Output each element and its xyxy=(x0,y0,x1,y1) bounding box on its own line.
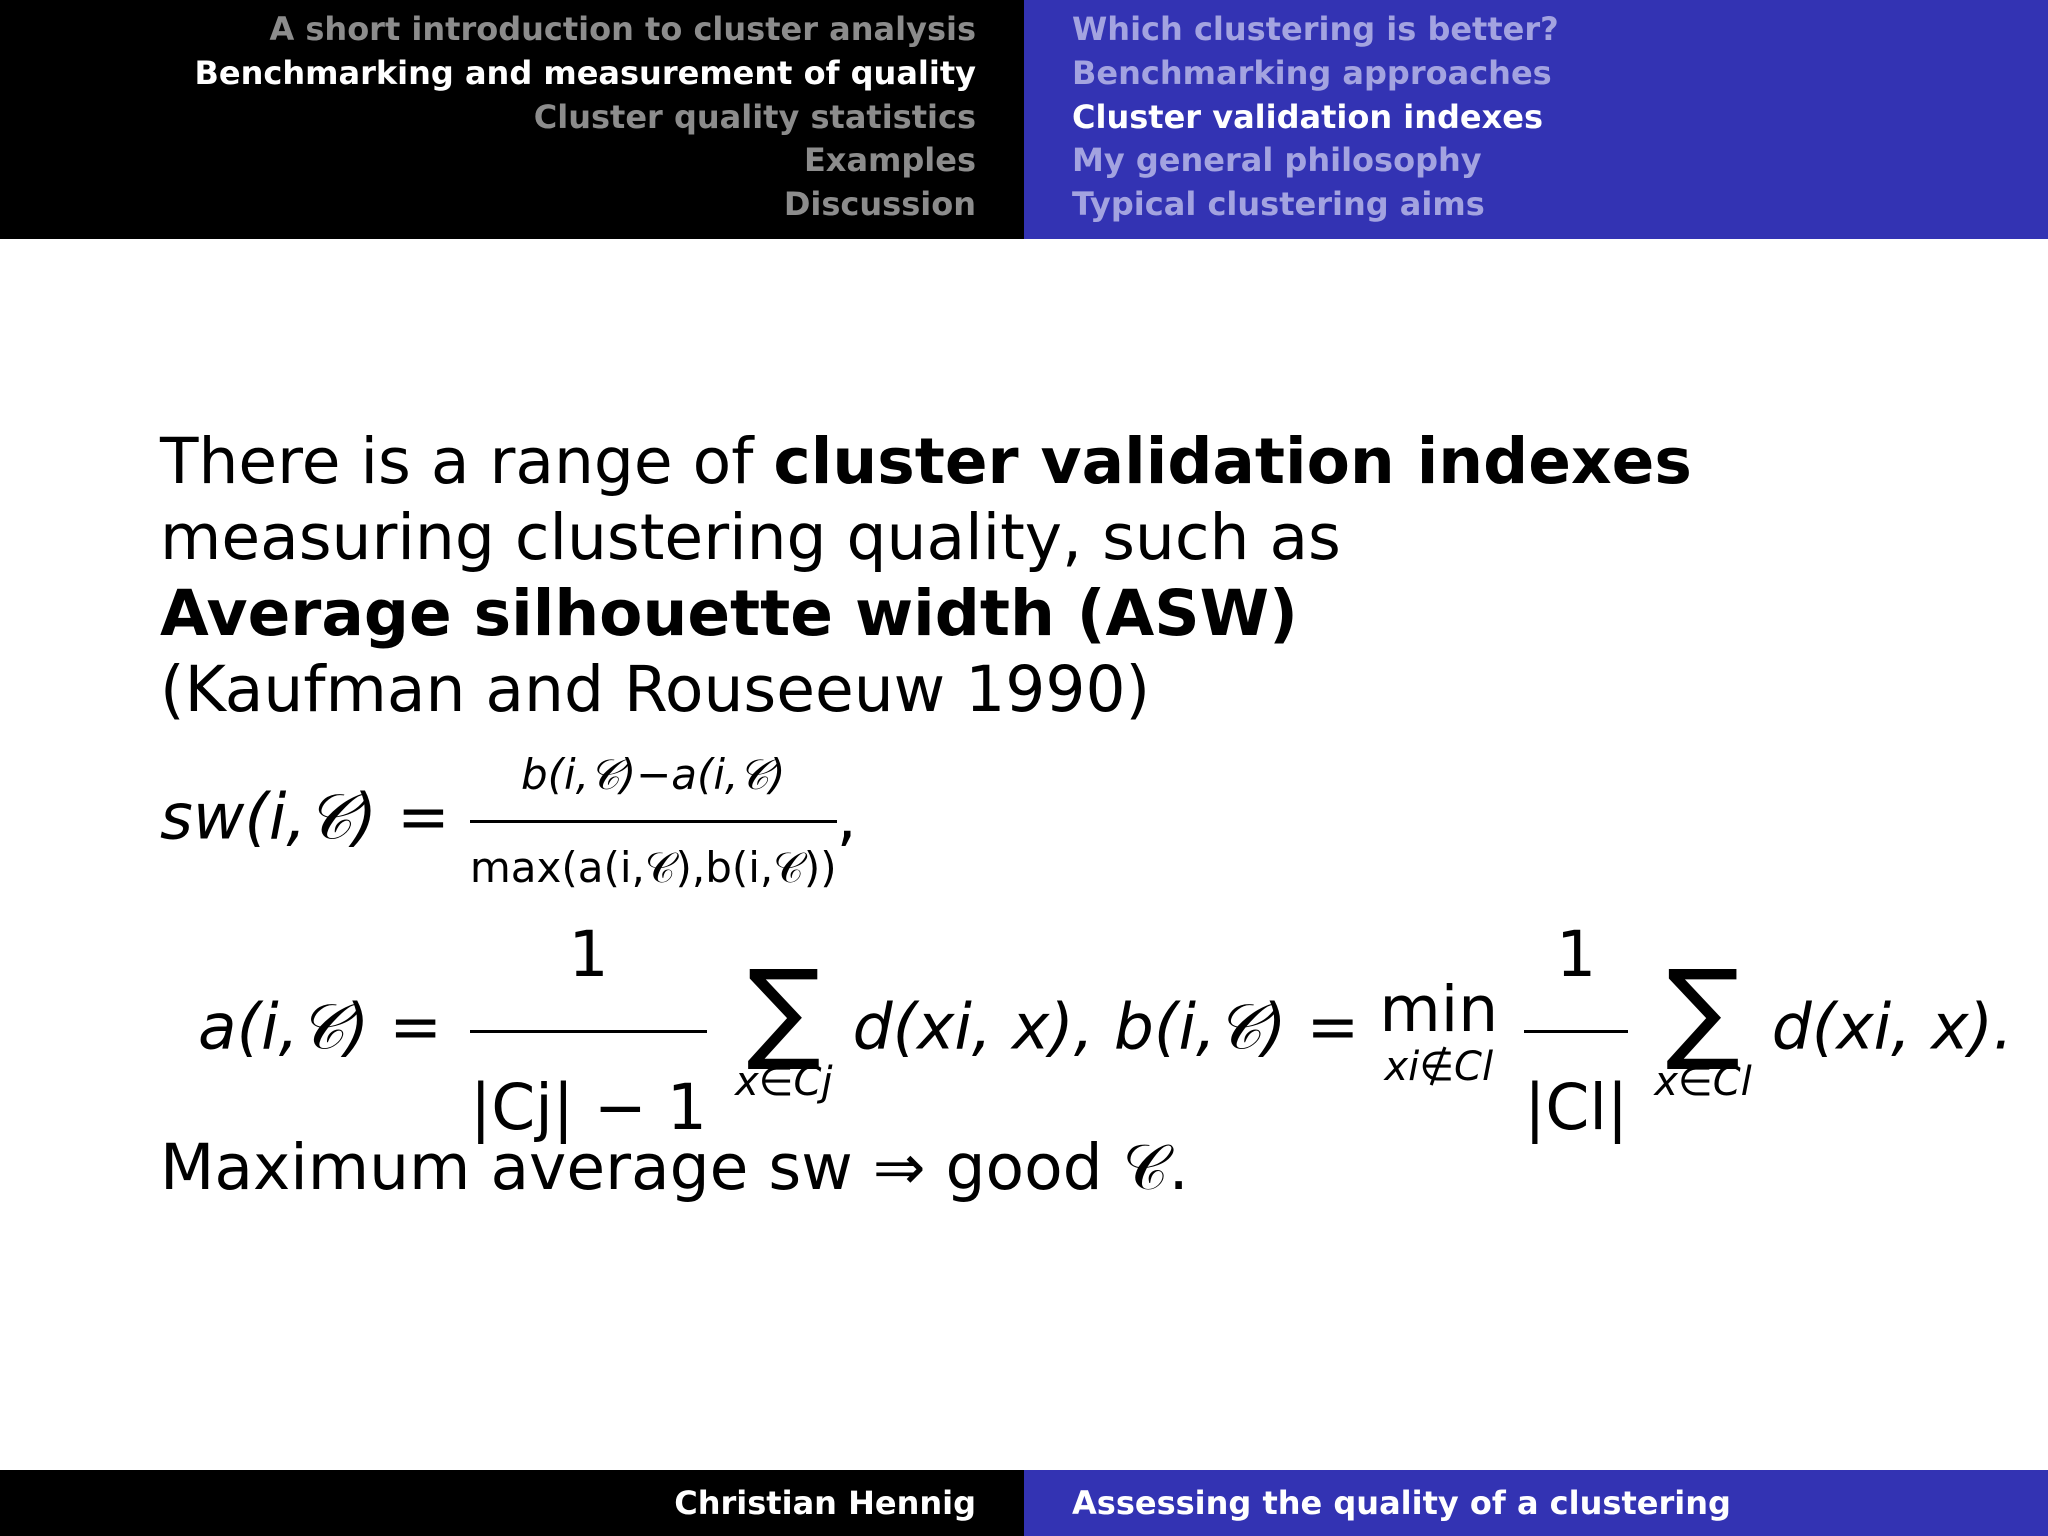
nav-subsection-philosophy[interactable]: My general philosophy xyxy=(1072,141,1482,179)
formula-sw-lhs: sw(i,𝒞) = xyxy=(160,780,450,854)
formula-sw-denominator: max(a(i,𝒞),b(i,𝒞)) xyxy=(469,843,837,892)
min-subscript: xi∉Cl xyxy=(1384,1043,1494,1090)
nav-subsection-benchmarking-approaches[interactable]: Benchmarking approaches xyxy=(1072,54,1552,92)
nav-section-intro[interactable]: A short introduction to cluster analysis xyxy=(269,10,976,48)
formula-a-sum xyxy=(734,945,833,1105)
conclusion: Maximum average sw ⇒ good 𝒞. xyxy=(160,1131,1189,1204)
min-operator: min xyxy=(1379,972,1499,1046)
footer-author: Christian Hennig xyxy=(674,1484,976,1522)
section-nav xyxy=(0,0,1024,239)
sum-symbol-a: ∑ xyxy=(746,945,821,1074)
subsection-nav xyxy=(1024,0,2048,239)
slide-header xyxy=(0,0,2048,239)
formula-b-min xyxy=(1379,972,1499,1090)
citation: (Kaufman and Rouseeuw 1990) xyxy=(160,653,1151,726)
formula-b-denominator: |Cl| xyxy=(1524,1071,1629,1144)
sum-subscript-a: x∈Cj xyxy=(734,1058,833,1105)
formula-b-sum xyxy=(1654,945,1752,1105)
formula-a-numerator: 1 xyxy=(470,880,707,1033)
formula-b-term: d(xi, x). xyxy=(1771,990,2014,1064)
slide-footer xyxy=(0,1470,2048,1536)
intro-text: There is a range of xyxy=(160,425,774,498)
nav-subsection-which-better[interactable]: Which clustering is better? xyxy=(1072,10,1559,48)
footer-author-panel xyxy=(0,1470,1024,1536)
formula-b-fraction xyxy=(1518,880,1634,1183)
footer-title-panel xyxy=(1024,1470,2048,1536)
intro-bold-term: cluster validation indexes xyxy=(773,425,1692,498)
sum-symbol-b: ∑ xyxy=(1665,945,1741,1074)
sum-subscript-b: x∈Cl xyxy=(1654,1058,1752,1105)
nav-section-examples[interactable]: Examples xyxy=(803,141,976,179)
footer-title: Assessing the quality of a clustering xyxy=(1072,1484,1731,1522)
formula-b-lhs: b(i,𝒞) = xyxy=(1113,990,1360,1064)
formula-a-lhs: a(i,𝒞) = xyxy=(198,990,443,1064)
formula-sw-numerator: b(i,𝒞)−a(i,𝒞) xyxy=(470,730,837,823)
nav-section-benchmarking[interactable]: Benchmarking and measurement of quality xyxy=(194,54,976,92)
measuring-line: measuring clustering quality, such as xyxy=(160,501,1341,574)
nav-section-quality-statistics[interactable]: Cluster quality statistics xyxy=(533,98,976,136)
nav-subsection-aims[interactable]: Typical clustering aims xyxy=(1072,185,1485,223)
formula-a-term: d(xi, x), xyxy=(852,990,1094,1064)
nav-section-discussion[interactable]: Discussion xyxy=(783,185,976,223)
asw-heading: Average silhouette width (ASW) xyxy=(160,577,1298,650)
intro-line xyxy=(160,424,1692,500)
formula-b-numerator: 1 xyxy=(1524,880,1628,1033)
nav-subsection-validation-indexes[interactable]: Cluster validation indexes xyxy=(1072,98,1544,136)
formula-sw-trail: , xyxy=(836,780,857,854)
formula-a-denominator: |Cj| − 1 xyxy=(470,1071,707,1144)
